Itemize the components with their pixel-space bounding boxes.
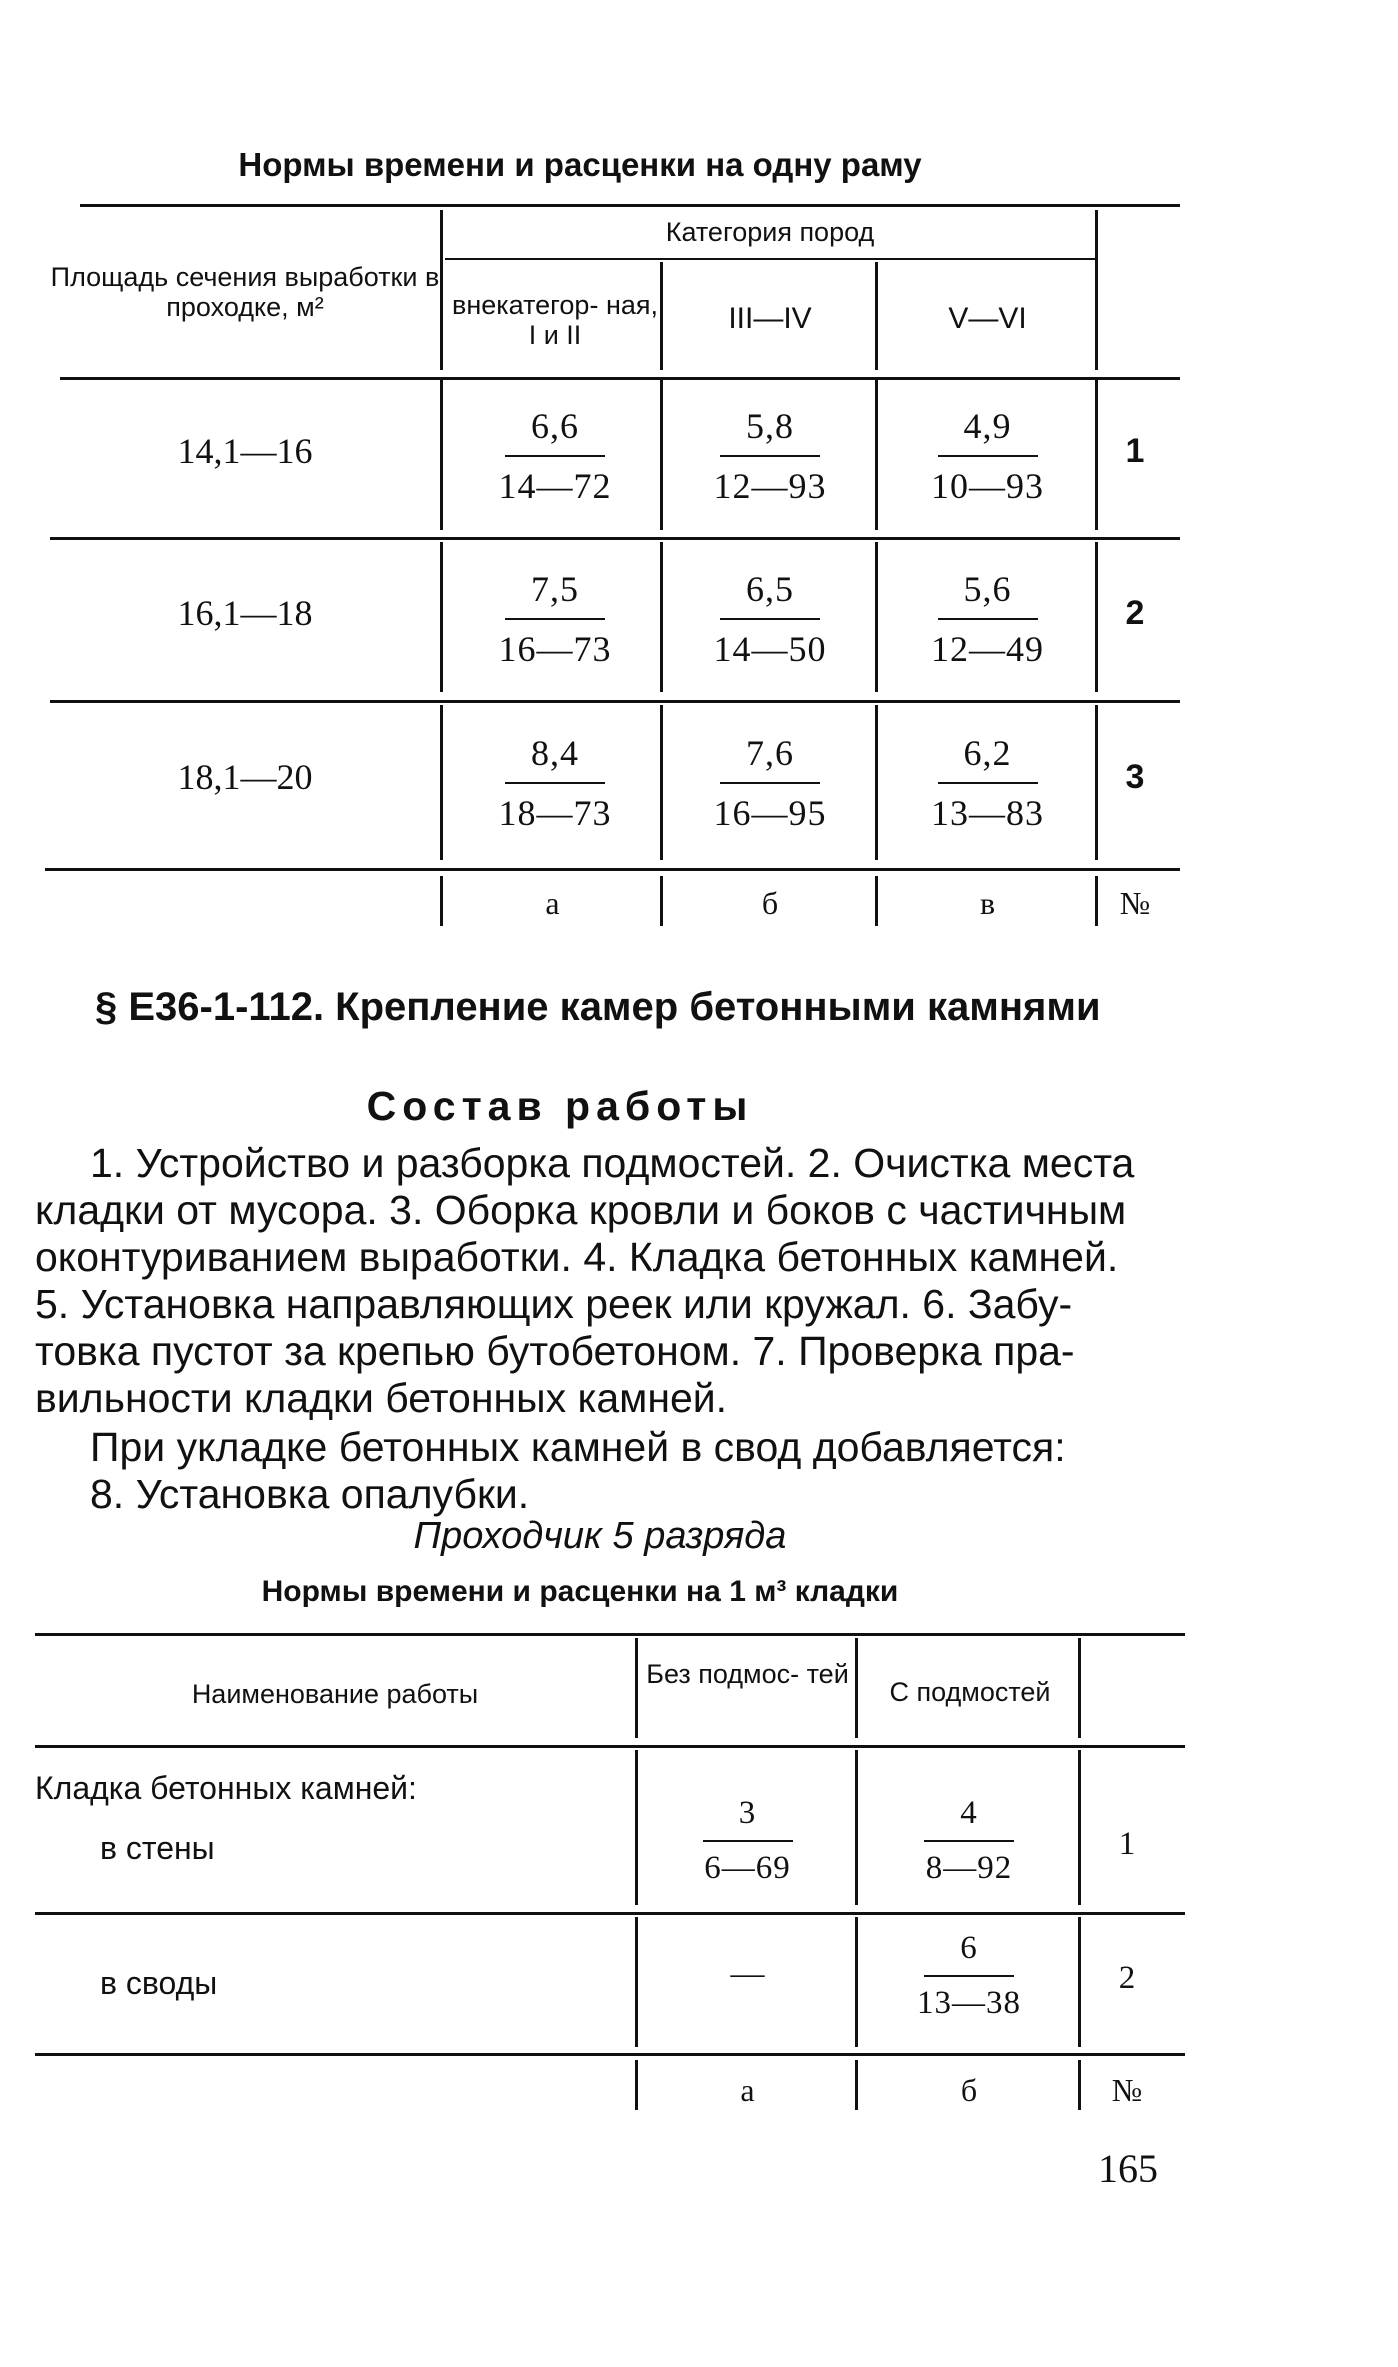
table2-cell-1a: [640, 1795, 855, 1887]
table2-footer-b: б: [960, 2072, 978, 2108]
table1-vline: [660, 262, 663, 370]
table1-vline: [1095, 876, 1098, 926]
table1-bottom-border: [45, 868, 1180, 871]
table2-row-2-label: в своды: [100, 1965, 218, 2001]
table1-vline: [1095, 210, 1098, 370]
table1-row-1-label: 14,1—16: [177, 431, 313, 471]
table1-footer-c: в: [979, 885, 996, 921]
table2-cell-2b: [860, 1930, 1078, 2022]
work-line: оконтуриванием выработки. 4. Кладка бетонных камней.: [35, 1234, 1119, 1280]
table2-cell-1a-num: 3: [738, 1795, 757, 1831]
table1-cell-2a-den: 16—73: [498, 629, 612, 669]
table1-cell-1a: [450, 405, 660, 507]
work-line: 5. Установка направляющих реек или кружал. 6. Забу-: [35, 1281, 1073, 1327]
table1-cell-3c: [880, 732, 1095, 834]
table2-col-header-2: [640, 1660, 855, 1689]
table2-cell-1b-num: 4: [960, 1795, 978, 1831]
table1-cell-3c-den: 13—83: [931, 793, 1044, 833]
table1-cell-1b: [665, 405, 875, 507]
table1-cell-2b: [665, 568, 875, 670]
table1-cell-3a-den: 18—73: [498, 793, 612, 833]
table2-vline: [855, 1750, 858, 1905]
table1-cell-3b-num: 7,6: [746, 733, 794, 773]
table2-vline: [635, 1750, 638, 1905]
table1-cell-3a: [450, 732, 660, 834]
table1-cell-2a: [450, 568, 660, 670]
table1-group-header: Категория пород: [665, 217, 875, 247]
table1-row-2-num: 2: [1125, 594, 1145, 632]
table1-cell-1c: [880, 405, 1095, 507]
table1-vline: [1095, 542, 1098, 692]
table1-cell-2c-den: 12—49: [931, 629, 1044, 669]
table2-vline: [855, 1638, 858, 1738]
table2-vline: [635, 1638, 638, 1738]
table1-vline: [875, 876, 878, 926]
table1-row-header: [50, 262, 440, 322]
table2-bottom-border: [35, 2053, 1185, 2056]
page-number: 165: [1098, 2146, 1158, 2191]
table2-col-header-1: Наименование работы: [191, 1679, 479, 1709]
table1-cell-1c-den: 10—93: [931, 466, 1044, 506]
table2-vline: [855, 2060, 858, 2110]
table2-header-border: [35, 1745, 1185, 1748]
table1-cell-3a-num: 8,4: [531, 733, 579, 773]
table1-row-2-label: 16,1—18: [177, 593, 313, 633]
table1-footer-a: а: [545, 885, 560, 921]
work-line: кладки от мусора. 3. Оборка кровли и боков с частичным: [35, 1187, 1127, 1233]
table1-vline: [440, 380, 443, 530]
addition-item: 8. Установка опалубки.: [90, 1471, 530, 1517]
table1-cell-3c-num: 6,2: [963, 733, 1012, 773]
table2-vline: [635, 2060, 638, 2110]
table1-title: Нормы времени и расценки на одну раму: [238, 146, 922, 183]
worker-grade: Проходчик 5 разряда: [413, 1515, 787, 1557]
work-line: вильности кладки бетонных камней.: [35, 1375, 728, 1421]
table1-row-3-num: 3: [1125, 758, 1145, 796]
table1-cell-1c-num: 4,9: [963, 406, 1012, 446]
table1-cell-2b-num: 6,5: [746, 569, 794, 609]
table1-vline: [660, 380, 663, 530]
table1-col-header-1: [450, 290, 660, 350]
table1-vline: [1095, 380, 1098, 530]
table2-row-2-num: 2: [1118, 1960, 1136, 1996]
table1-header-border: [60, 377, 1180, 380]
table1-row-header-text: Площадь сечения выработки в проходке, м²: [50, 262, 440, 322]
table1-cell-1a-num: 6,6: [531, 406, 579, 446]
table1-col-header-1-text: внекатегор- ная, I и II: [451, 290, 658, 350]
table2-cell-2b-den: 13—38: [917, 1985, 1021, 2021]
table1-cell-3b-den: 16—95: [713, 793, 827, 833]
table2-row-1-num: 1: [1118, 1826, 1136, 1862]
table2-vline: [1078, 2060, 1081, 2110]
table1-col-header-3: V—VI: [948, 302, 1027, 335]
table2-footer-a: а: [740, 2072, 755, 2108]
table1-top-border: [80, 204, 1180, 207]
work-line: 1. Устройство и разборка подмостей. 2. Очистка места: [90, 1140, 1135, 1186]
table2-cell-2b-num: 6: [960, 1930, 978, 1966]
table1-vline: [875, 542, 878, 692]
table2-group-label: Кладка бетонных камней:: [35, 1770, 417, 1806]
table1-footer-num: №: [1119, 885, 1151, 921]
table1-row-border: [50, 700, 1180, 703]
table1-col-header-2: III—IV: [728, 302, 812, 335]
addition-note: При укладке бетонных камней в свод добавляется:: [90, 1424, 1066, 1470]
table1-vline: [875, 380, 878, 530]
table2-cell-1b-den: 8—92: [925, 1850, 1013, 1886]
table1-vline: [875, 705, 878, 860]
table1-cell-3b: [665, 732, 875, 834]
section-heading: § Е36-1-112. Крепление камер бетонными камнями: [95, 985, 1101, 1029]
table2-col-header-2-text: Без подмос- тей: [646, 1659, 849, 1689]
table2-vline: [635, 1917, 638, 2047]
table2-cell-2a-dash: —: [730, 1955, 765, 1992]
work-line: товка пустот за крепью бутобетоном. 7. Проверка пра-: [35, 1328, 1075, 1374]
table1-cell-2b-den: 14—50: [713, 629, 827, 669]
table1-footer-b: б: [761, 885, 779, 921]
table1-vline: [660, 542, 663, 692]
table1-vline: [1095, 705, 1098, 860]
table2-cell-1a-den: 6—69: [704, 1850, 791, 1886]
table1-cell-1a-den: 14—72: [498, 466, 612, 506]
table2-top-border: [35, 1633, 1185, 1636]
table1-row-3-label: 18,1—20: [177, 757, 313, 797]
table2-title: Нормы времени и расценки на 1 м³ кладки: [261, 1575, 899, 1608]
table1-row-1-num: 1: [1125, 432, 1145, 470]
table2-vline: [1078, 1638, 1081, 1738]
table1-cell-2a-num: 7,5: [531, 569, 579, 609]
table1-row-border: [50, 537, 1180, 540]
table2-row-border: [35, 1912, 1185, 1915]
table1-vline: [875, 262, 878, 370]
table1-cell-1b-den: 12—93: [713, 466, 827, 506]
table2-cell-1b: [860, 1795, 1078, 1887]
table2-vline: [855, 1917, 858, 2047]
table1-cell-2c: [880, 568, 1095, 670]
work-description: [35, 1140, 1185, 1518]
table1-vline: [660, 876, 663, 926]
table1-cell-2c-num: 5,6: [963, 569, 1012, 609]
table1-group-divider: [445, 258, 1095, 260]
table1-cell-1b-num: 5,8: [746, 406, 794, 446]
table2-vline: [1078, 1750, 1081, 1905]
table1-vline: [440, 210, 443, 370]
section-subheading: Состав работы: [366, 1083, 754, 1129]
table2-row-1-label: в стены: [100, 1830, 215, 1866]
table1-vline: [440, 542, 443, 692]
table1-vline: [440, 876, 443, 926]
table2-col-header-3: С подмостей: [889, 1677, 1051, 1707]
table1-vline: [440, 705, 443, 860]
table1-vline: [660, 705, 663, 860]
table2-footer-num: №: [1111, 2072, 1143, 2108]
table2-vline: [1078, 1917, 1081, 2047]
